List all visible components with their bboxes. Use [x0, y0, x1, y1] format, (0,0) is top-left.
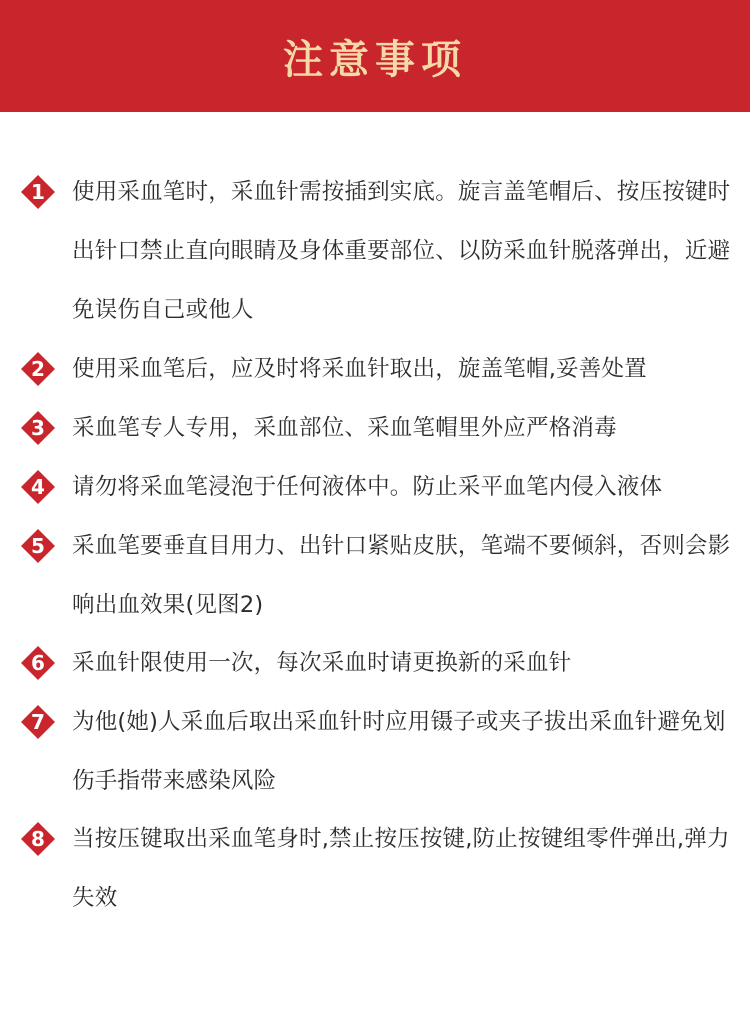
- item-text: 当按压键取出采血笔身时,禁止按压按键,防止按键组零件弹出,弹力失效: [72, 826, 730, 911]
- diamond-icon: 8: [21, 822, 55, 856]
- item-text: 使用采血笔时，采血针需按插到实底。旋言盖笔帽后、按压按键时出针口禁止直向眼睛及身体重要部位、以防采血针脱落弹出，近避免误伤自己或他人: [72, 179, 731, 323]
- item-text: 采血笔专人专用，采血部位、采血笔帽里外应严格消毒: [72, 415, 617, 441]
- diamond-icon: 2: [21, 352, 55, 386]
- header-banner: [0, 0, 750, 112]
- diamond-icon: 7: [21, 705, 55, 739]
- diamond-icon: 3: [21, 411, 55, 445]
- diamond-icon: 1: [21, 175, 55, 209]
- diamond-icon: 6: [21, 646, 55, 680]
- diamond-icon: 5: [21, 529, 55, 563]
- page-title: 注意事项: [283, 36, 467, 83]
- item-text: 为他(她)人采血后取出采血针时应用镊子或夹子拔出采血针避免划伤手指带来感染风险: [72, 709, 726, 794]
- item-text: 采血笔要垂直目用力、出针口紧贴皮肤，笔端不要倾斜，否则会影响出血效果(见图2): [72, 533, 731, 618]
- item-text: 使用采血笔后，应及时将采血针取出，旋盖笔帽,妥善处置: [72, 356, 647, 382]
- item-text: 采血针限使用一次，每次采血时请更换新的采血针: [72, 650, 572, 676]
- item-text: 请勿将采血笔浸泡于任何液体中。防止采平血笔内侵入液体: [72, 474, 663, 500]
- diamond-icon: 4: [21, 470, 55, 504]
